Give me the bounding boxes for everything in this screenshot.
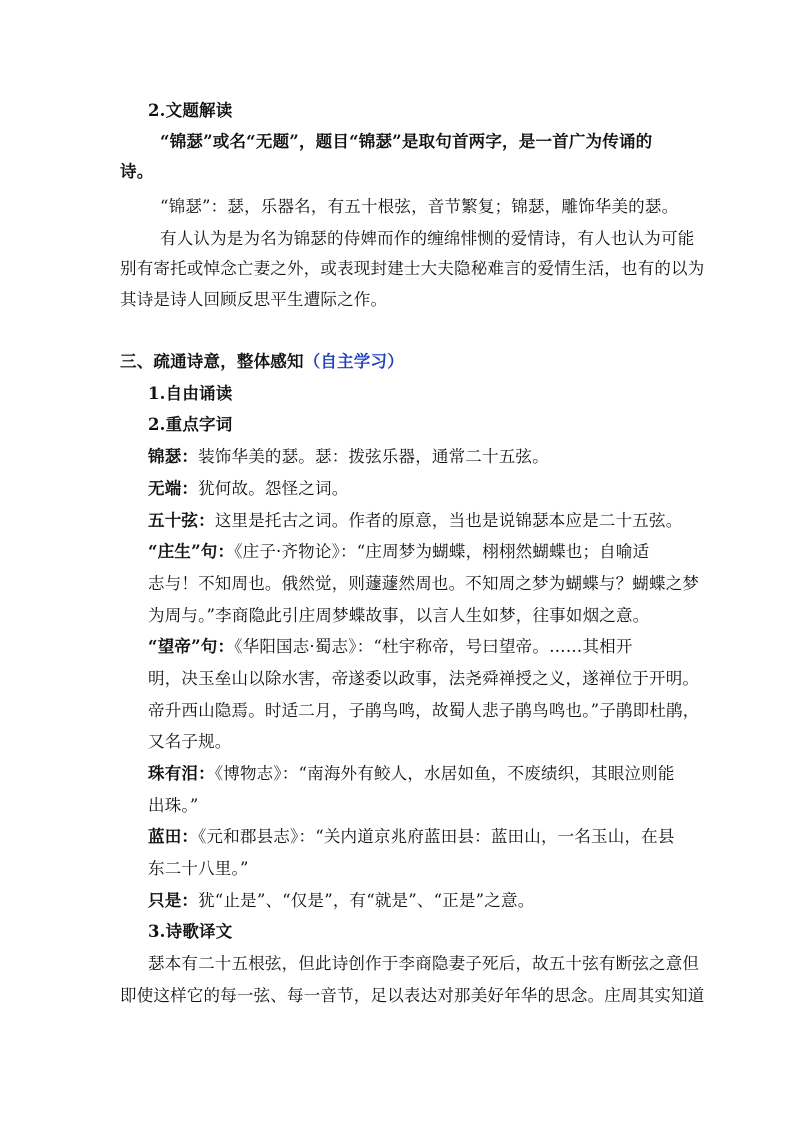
paragraph-title-intro-line-1: “锦瑟”或名“无题”，题目“锦瑟”是取句首两字，是一首广为传诵的 [160, 132, 653, 151]
item-1-free-reading: 1.自由诵读 [148, 384, 233, 403]
gloss-term: “望帝”句： [148, 637, 235, 656]
gloss-term: 珠有泪： [148, 764, 215, 783]
gloss-text: 《庄子·齐物论》：“庄周梦为蝴蝶，栩栩然蝴蝶也；自喻适 [234, 542, 650, 561]
gloss-zhuangsheng-line-2: 志与！不知周也。俄然觉，则蘧蘧然周也。不知周之梦为蝴蝶与？蝴蝶之梦 [148, 574, 700, 593]
gloss-wushixian [148, 510, 682, 532]
item-3-translation: 3.诗歌译文 [148, 922, 233, 941]
gloss-text: 《元和郡县志》：“关内道京兆府蓝田县：蓝田山，一名玉山，在县 [198, 827, 675, 846]
gloss-zhuyoulei-line-1 [148, 763, 675, 785]
translation-line-2: 即使这样它的每一弦、每一音节，足以表达对那美好年华的思念。庄周其实知道 [120, 986, 705, 1005]
section-3-note: （自主学习） [303, 352, 404, 371]
gloss-wangdi-line-1 [148, 636, 633, 658]
gloss-term: 无端： [148, 479, 199, 498]
gloss-term: “庄生”句： [148, 542, 235, 561]
section-2-heading: 2.文题解读 [148, 101, 233, 120]
gloss-text: 《博物志》：“南海外有鲛人，水居如鱼，不废绩织，其眼泣则能 [214, 764, 675, 783]
paragraph-interpretations-line-1: 有人认为是为名为锦瑟的侍婢而作的缠绵悱恻的爱情诗，有人也认为可能 [160, 229, 695, 248]
gloss-wangdi-line-3: 帝升西山隐焉。时适二月，子鹃鸟鸣，故蜀人悲子鹃鸟鸣也。”子鹃即杜鹃， [148, 701, 700, 720]
gloss-text: 犹何故。怨怪之词。 [198, 479, 349, 498]
gloss-term: 蓝田： [148, 827, 199, 846]
gloss-wangdi-line-4: 又名子规。 [148, 732, 232, 751]
paragraph-interpretations-line-2: 别有寄托或悼念亡妻之外，或表现封建士大夫隐秘难言的爱情生活，也有的以为 [120, 259, 705, 278]
gloss-term: 五十弦： [148, 511, 215, 530]
gloss-jinse [148, 446, 549, 468]
paragraph-jinse-definition: “锦瑟”：瑟，乐器名，有五十根弦，音节繁复；锦瑟，雕饰华美的瑟。 [160, 197, 679, 216]
gloss-text: 《华阳国志·蜀志》：“杜宇称帝，号曰望帝。……其相开 [234, 637, 633, 656]
gloss-lantian-line-2: 东二十八里。” [148, 859, 249, 878]
gloss-wangdi-line-2: 明，决玉垒山以除水害，帝遂委以政事，法尧舜禅授之义，遂禅位于开明。 [148, 669, 700, 688]
gloss-text: 装饰华美的瑟。瑟：拨弦乐器，通常二十五弦。 [198, 447, 549, 466]
gloss-zhuyoulei-line-2: 出珠。” [148, 796, 199, 815]
gloss-text: 这里是托古之词。作者的原意，当也是说锦瑟本应是二十五弦。 [214, 511, 683, 530]
item-2-key-words: 2.重点字词 [148, 415, 233, 434]
gloss-zhuangsheng-line-1 [148, 541, 649, 563]
gloss-term: 只是： [148, 891, 199, 910]
translation-line-1: 瑟本有二十五根弦，但此诗创作于李商隐妻子死后，故五十弦有断弦之意但 [148, 954, 700, 973]
section-3-title: 三、疏通诗意，整体感知 [120, 352, 304, 371]
paragraph-title-intro-line-2: 诗。 [120, 162, 154, 181]
gloss-lantian-line-1 [148, 826, 675, 848]
gloss-wuduan [148, 478, 348, 500]
gloss-text: 犹“止是”、“仅是”，有“就是”、“正是”之意。 [198, 891, 535, 910]
gloss-term: 锦瑟： [148, 447, 199, 466]
section-3-heading [120, 351, 404, 373]
gloss-zhuangsheng-line-3: 为周与。”李商隐此引庄周梦蝶故事，以言人生如梦，往事如烟之意。 [148, 606, 650, 625]
paragraph-interpretations-line-3: 其诗是诗人回顾反思平生遭际之作。 [120, 290, 388, 309]
gloss-zhishi [148, 890, 534, 912]
